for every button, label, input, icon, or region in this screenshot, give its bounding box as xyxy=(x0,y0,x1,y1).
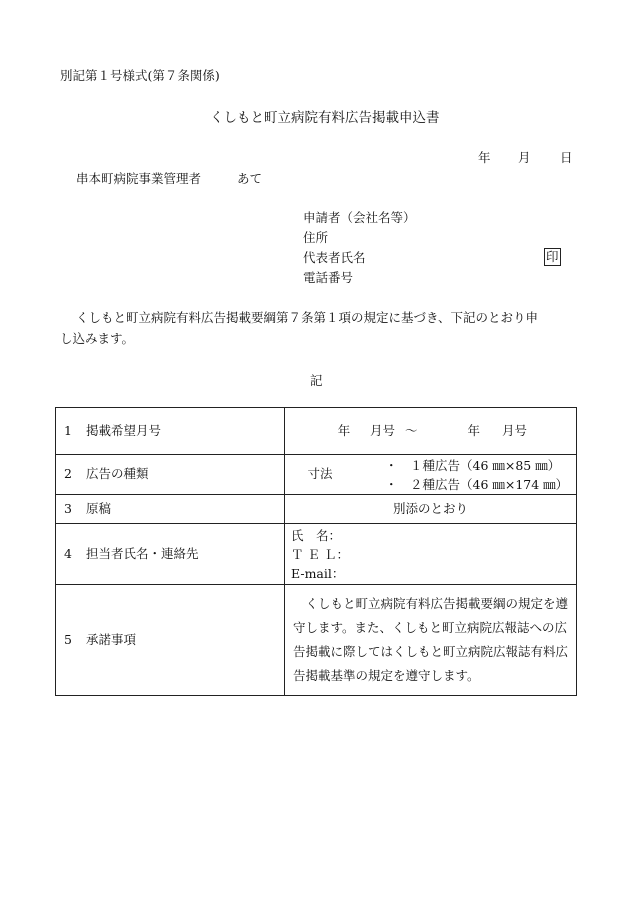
applicant-phone-label: 電話番号 xyxy=(303,270,354,285)
addressee-name: 串本町病院事業管理者 xyxy=(76,171,202,186)
period-end-month: 月号 xyxy=(502,422,528,438)
publication-period xyxy=(285,408,577,455)
label-text: 担当者氏名・連絡先 xyxy=(86,545,199,561)
table-row xyxy=(56,585,577,696)
row-label xyxy=(56,455,285,495)
body-line-1: くしもと町立病院有料広告掲載要綱第７条第１項の規定に基づき、下記のとおり申 xyxy=(76,310,539,325)
contact-tel-label: Ｔ Ｅ Ｌ： xyxy=(291,546,349,562)
row-label xyxy=(56,495,285,524)
table-row xyxy=(56,408,577,455)
ad-type-cell xyxy=(285,455,577,495)
row-number: 1 xyxy=(64,422,72,438)
contact-name-label: 氏 名： xyxy=(291,527,342,543)
date-month: 月 xyxy=(518,150,531,165)
contact-email-label: E-mail： xyxy=(291,565,345,581)
table-row xyxy=(56,524,577,585)
row-label xyxy=(56,408,285,455)
row-number: 2 xyxy=(64,466,72,482)
period-tilde: ～ xyxy=(404,422,418,438)
ki-heading: 記 xyxy=(310,373,323,388)
row-label xyxy=(56,524,285,585)
seal-mark xyxy=(544,248,561,266)
ad-type-option-1: ・ １種広告（46 ㎜×85 ㎜） xyxy=(385,457,561,473)
form-number: 別記第１号様式(第７条関係) xyxy=(60,68,220,83)
table-row xyxy=(56,455,577,495)
body-line-2: し込みます。 xyxy=(60,331,135,346)
applicant-company-label: 申請者（会社名等） xyxy=(303,210,416,225)
row-number: 5 xyxy=(64,631,72,647)
table-row xyxy=(56,495,577,524)
date-year: 年 xyxy=(478,150,491,165)
period-start-month: 月号 xyxy=(369,422,395,438)
size-label: 寸法 xyxy=(307,466,333,482)
label-text: 承諾事項 xyxy=(86,631,137,647)
label-text: 広告の種類 xyxy=(86,466,149,482)
contact-cell xyxy=(285,524,577,585)
ad-type-inner xyxy=(285,455,576,494)
document-title: くしもと町立病院有料広告掲載申込書 xyxy=(210,110,440,126)
row-number: 4 xyxy=(64,545,72,561)
ad-type-option-2: ・ ２種広告（46 ㎜×174 ㎜） xyxy=(385,476,569,492)
row-number: 3 xyxy=(64,500,72,516)
manuscript-value: 別添のとおり xyxy=(285,495,577,524)
period-end-year: 年 xyxy=(467,422,481,438)
label-text: 掲載希望月号 xyxy=(86,422,162,438)
period-start-year: 年 xyxy=(337,422,351,438)
date-day: 日 xyxy=(560,150,573,165)
addressee-suffix: あて xyxy=(237,171,263,186)
ad-type-options xyxy=(355,455,576,494)
applicant-representative-label: 代表者氏名 xyxy=(303,250,366,265)
seal-text: 印 xyxy=(546,249,559,264)
applicant-address-label: 住所 xyxy=(303,230,329,245)
pledge-text: くしもと町立病院有料広告掲載要綱の規定を遵守します。また、くしもと町立病院広報誌への広告掲載に際してはくしもと町立病院広報誌有料広告掲載基準の規定を遵守します。 xyxy=(285,585,577,696)
label-text: 原稿 xyxy=(86,500,112,516)
application-table xyxy=(55,407,577,696)
row-label xyxy=(56,585,285,696)
